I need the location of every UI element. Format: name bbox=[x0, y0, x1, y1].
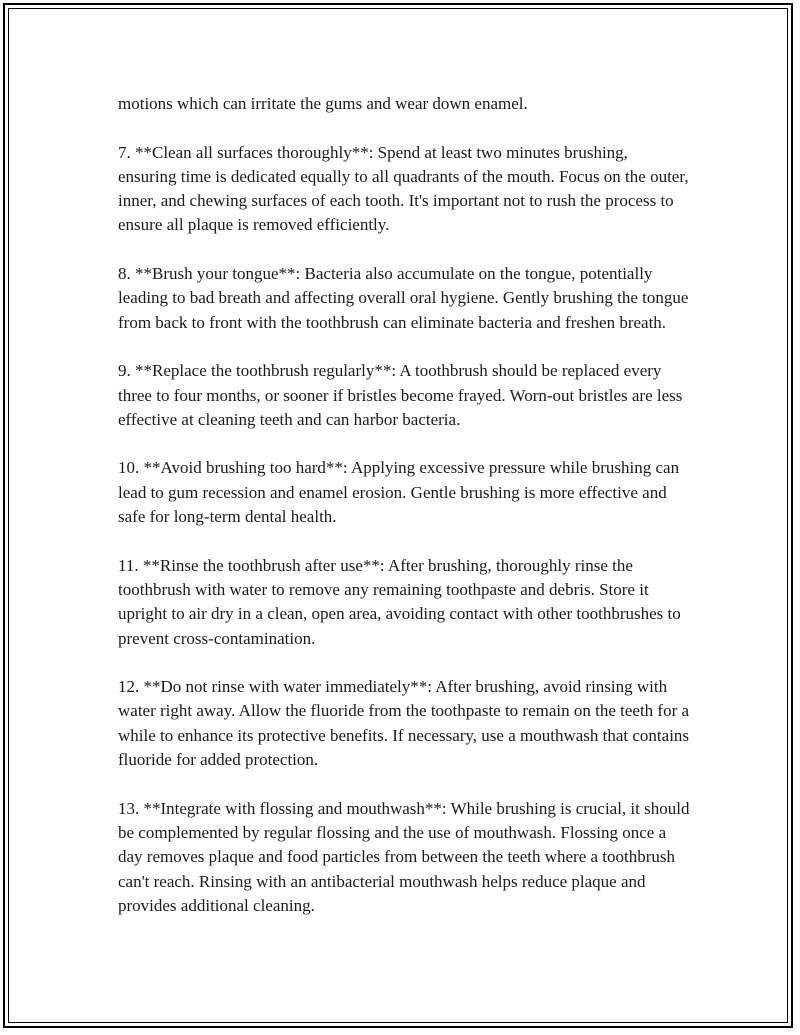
paragraph-item-7: 7. **Clean all surfaces thoroughly**: Spend at least two minutes brushing, ensuring time is dedicated equally to all quadrants of the mouth. Focus on the outer, inner, and chewing surfaces of each tooth. It's important not to rush the process to ensure all plaque is removed efficiently. bbox=[118, 142, 689, 235]
document-body bbox=[118, 92, 690, 942]
paragraph-item-10: 10. **Avoid brushing too hard**: Applying excessive pressure while brushing can lead to gum recession and enamel erosion. Gentle brushing is more effective and safe for long-term dental health. bbox=[118, 458, 680, 527]
paragraph-item-12: 12. **Do not rinse with water immediately**: After brushing, avoid rinsing with water right away. Allow the fluoride from the toothpaste to remain on the teeth for a while to enhance its protective benefits. If necessary, use a mouthwash that contains fluoride for added protection. bbox=[118, 677, 690, 770]
paragraph-item-11: 11. **Rinse the toothbrush after use**: After brushing, thoroughly rinse the toothbrush with water to remove any remaining toothpaste and debris. Store it upright to air dry in a clean, open area, avoiding contact with other toothbrushes to prevent cross-contamination. bbox=[118, 555, 681, 648]
paragraph-item-8: 8. **Brush your tongue**: Bacteria also accumulate on the tongue, potentially leading to bad breath and affecting overall oral hygiene. Gently brushing the tongue from back to front with the toothbrush can eliminate bacteria and freshen breath. bbox=[118, 264, 689, 332]
paragraph-item-9: 9. **Replace the toothbrush regularly**: A toothbrush should be replaced every three to four months, or sooner if bristles become frayed. Worn-out bristles are less effective at cleaning teeth and can harbor bacteria. bbox=[118, 361, 683, 429]
paragraph-continuation: motions which can irritate the gums and wear down enamel. bbox=[118, 94, 528, 113]
paragraph-item-13: 13. **Integrate with flossing and mouthwash**: While brushing is crucial, it should be complemented by regular flossing and the use of mouthwash. Flossing once a day removes plaque and food particles from between the teeth where a toothbrush can't reach. Rinsing with an antibacterial mouthwash helps reduce plaque and provides additional cleaning. bbox=[118, 798, 690, 915]
